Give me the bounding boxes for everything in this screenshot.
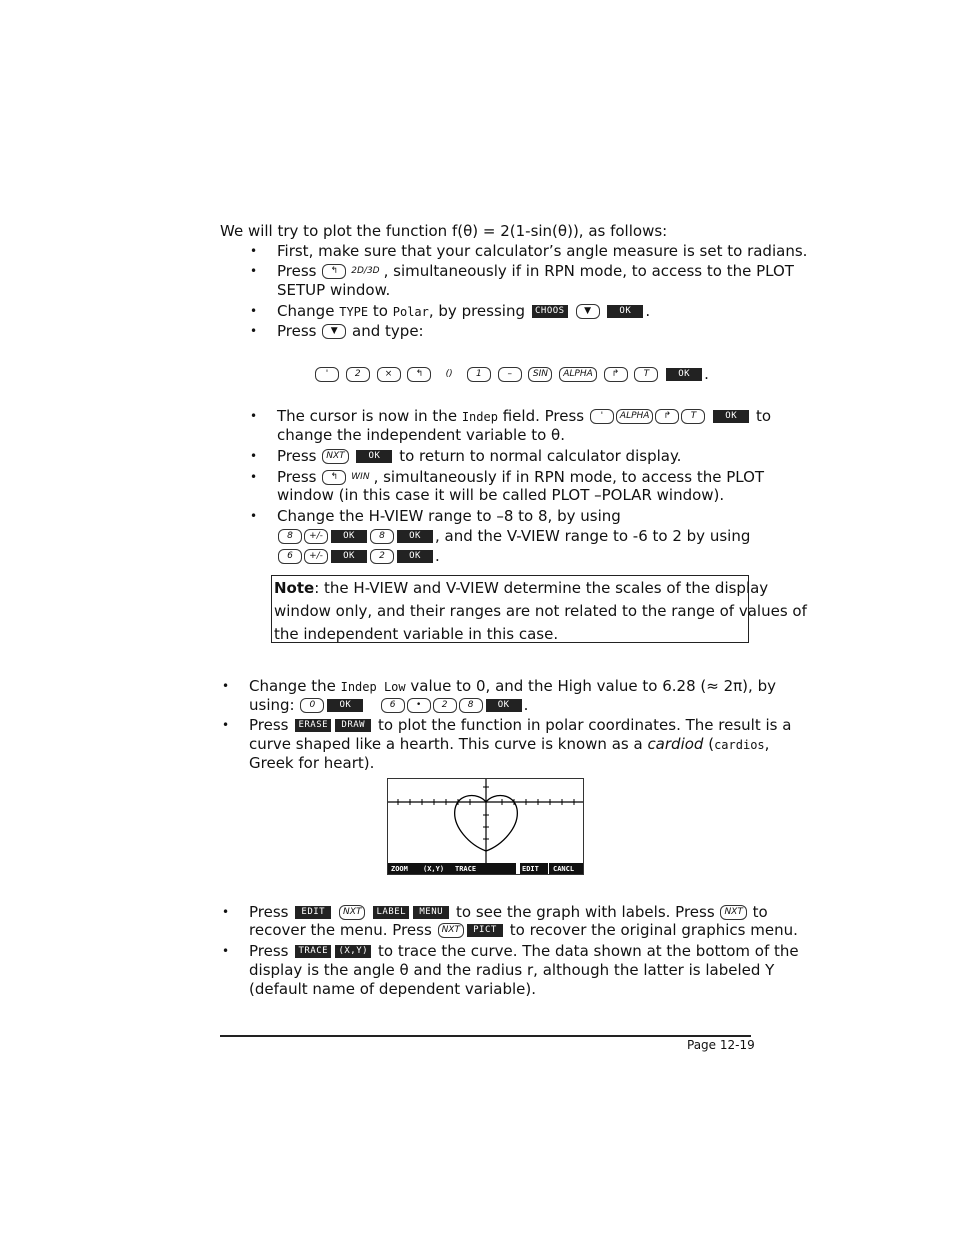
bullet-dot: • — [250, 244, 258, 258]
bullet-dot: • — [222, 718, 230, 732]
right-shift-key: ↱ — [604, 367, 628, 382]
ok-softkey: OK — [327, 699, 363, 712]
indep-line2: using: 0 OK 6 • 2 8 OK . — [249, 696, 529, 714]
menu-trace: TRACE — [455, 865, 477, 873]
bullet-trace: Press TRACE (X,Y) to trace the curve. The data shown at the bottom of the — [249, 942, 799, 960]
pict-softkey: PICT — [467, 924, 503, 937]
plusminus-key: +/- — [304, 549, 328, 564]
down-arrow-key: ▼ — [322, 324, 346, 339]
cardioid-plot — [388, 779, 583, 874]
tick-key: ' — [590, 409, 614, 424]
right-shift-key: ↱ — [655, 409, 679, 424]
minus-key: – — [498, 367, 522, 382]
trace-line3: (default name of dependent variable). — [249, 980, 536, 998]
calculator-screen — [387, 778, 584, 875]
ok-softkey: OK — [356, 450, 392, 463]
bullet-press-down: Press ▼ and type: — [277, 322, 424, 340]
nxt-key: NXT — [720, 905, 746, 920]
bullet-cursor: The cursor is now in the Indep field. Press ' ALPHA ↱ T OK to — [277, 407, 772, 425]
ok-softkey: OK — [607, 305, 643, 318]
choos-softkey: CHOOS — [532, 305, 568, 318]
bullet-dot: • — [250, 449, 258, 463]
eight-key: 8 — [278, 529, 302, 544]
hview-line2: 8 +/- OK 8 OK , and the V-VIEW range to -6 to 2 by using — [277, 527, 750, 546]
alpha-key: ALPHA — [616, 409, 654, 424]
xy-softkey: (X,Y) — [335, 945, 371, 958]
win-line2: window (in this case it will be called PLOT –POLAR window). — [277, 486, 725, 504]
left-shift-key: ↰ — [407, 367, 431, 382]
intro-text: We will try to plot the function f(θ) = 2(1-sin(θ)), as follows: — [220, 222, 668, 240]
bullet-dot: • — [222, 944, 230, 958]
trace-softkey: TRACE — [295, 945, 331, 958]
two-key: 2 — [346, 367, 370, 382]
bullet-return: Press NXT OK to return to normal calculator display. — [277, 447, 682, 465]
bullet-change-type: Change TYPE to Polar, by pressing CHOOS ▼ OK . — [277, 302, 651, 320]
left-shift-key: ↰ — [322, 470, 346, 485]
page-number: Page 12-19 — [687, 1038, 755, 1052]
t-key: T — [681, 409, 705, 424]
nxt-key: NXT — [322, 449, 348, 464]
bullet-indep-low: Change the Indep Low value to 0, and the High value to 6.28 (≈ 2π), by — [249, 677, 776, 695]
nxt-key: NXT — [438, 923, 464, 938]
draw-softkey: DRAW — [335, 719, 371, 732]
setup-window-text: SETUP window. — [277, 281, 391, 299]
bullet-dot: • — [250, 470, 258, 484]
left-shift-key: ↰ — [322, 264, 346, 279]
ok-softkey: OK — [666, 368, 702, 381]
draw-line2: curve shaped like a hearth. This curve is known as a cardiod (cardios, — [249, 735, 770, 753]
note-box: Note: the H-VIEW and V-VIEW determine the scales of the display window only, and their ranges are not related to the range of values of the independent variable in this case. — [271, 575, 749, 643]
ok-softkey: OK — [486, 699, 522, 712]
six-key: 6 — [381, 698, 405, 713]
menu-xy: (X,Y) — [423, 865, 445, 873]
bullet-win: Press ↰ WIN , simultaneously if in RPN mode, to access the PLOT — [277, 468, 765, 486]
plusminus-key: +/- — [304, 529, 328, 544]
edit-softkey: EDIT — [295, 906, 331, 919]
bullet-draw: Press ERASE DRAW to plot the function in polar coordinates. The result is a — [249, 716, 792, 734]
bullet-dot: • — [250, 509, 258, 523]
label-softkey: LABEL — [373, 906, 409, 919]
bullet-dot: • — [250, 324, 258, 338]
note-label: Note — [274, 579, 315, 597]
ok-softkey: OK — [331, 530, 367, 543]
nxt-key: NXT — [339, 905, 365, 920]
bullet-plot-setup: Press ↰ 2D/3D , simultaneously if in RPN mode, to access to the PLOT — [277, 262, 794, 280]
eight-key: 8 — [370, 529, 394, 544]
ok-softkey: OK — [713, 410, 749, 423]
six-key: 6 — [278, 549, 302, 564]
2d3d-key: 2D/3D — [351, 266, 380, 276]
ok-softkey: OK — [397, 530, 433, 543]
trace-line2: display is the angle θ and the radius r, although the latter is labeled Y — [249, 961, 775, 979]
t-key: T — [634, 367, 658, 382]
cursor-line2: change the independent variable to θ. — [277, 426, 565, 444]
paren-key: () — [445, 369, 453, 379]
footer-rule — [220, 1035, 751, 1037]
bullet-dot: • — [250, 304, 258, 318]
hview-line1: Change the H-VIEW range to –8 to 8, by using — [277, 507, 621, 525]
menu-cancl: CANCL — [553, 865, 575, 873]
draw-line3: Greek for heart). — [249, 754, 375, 772]
erase-softkey: ERASE — [295, 719, 331, 732]
two-key: 2 — [370, 549, 394, 564]
menu-zoom: ZOOM — [391, 865, 408, 873]
dot-key: • — [407, 698, 431, 713]
down-arrow-key: ▼ — [576, 304, 600, 319]
ok-softkey: OK — [331, 550, 367, 563]
ok-softkey: OK — [397, 550, 433, 563]
times-key: × — [377, 367, 401, 382]
win-key: WIN — [351, 472, 370, 482]
alpha-key: ALPHA — [559, 367, 597, 382]
key-sequence: ' 2 × ↰ () 1 – SIN ALPHA ↱ T OK . — [314, 365, 709, 384]
menu-edit: EDIT — [522, 865, 539, 873]
tick-key: ' — [315, 367, 339, 382]
bullet-labels: Press EDIT NXT LABEL MENU to see the graph with labels. Press NXT to — [249, 903, 768, 921]
two-key: 2 — [433, 698, 457, 713]
bullet-dot: • — [222, 679, 230, 693]
labels-line2: recover the menu. Press NXT PICT to recover the original graphics menu. — [249, 921, 798, 939]
bullet-radians: First, make sure that your calculator’s angle measure is set to radians. — [277, 242, 808, 260]
bullet-dot: • — [250, 409, 258, 423]
bullet-dot: • — [250, 264, 258, 278]
hview-line3: 6 +/- OK 2 OK . — [277, 547, 440, 566]
eight-key: 8 — [459, 698, 483, 713]
one-key: 1 — [467, 367, 491, 382]
bullet-dot: • — [222, 905, 230, 919]
zero-key: 0 — [300, 698, 324, 713]
menu-softkey: MENU — [413, 906, 449, 919]
sin-key: SIN — [528, 367, 552, 382]
